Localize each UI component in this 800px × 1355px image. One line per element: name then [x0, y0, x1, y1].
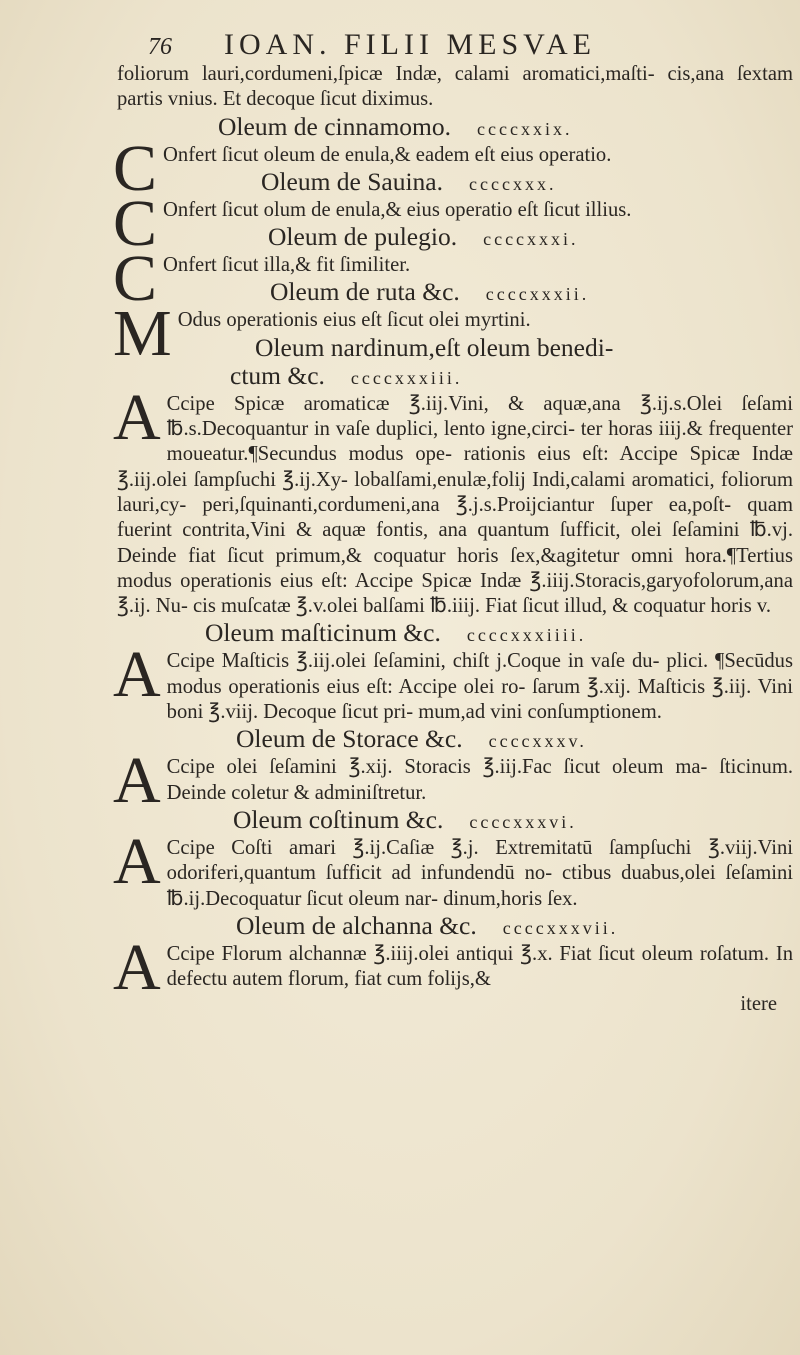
section-number: ccccxxxv. — [488, 731, 587, 752]
section-paragraph — [113, 744, 793, 818]
section-title: Oleum de ruta &c. — [270, 277, 460, 307]
section-text: Odus operationis eius eſt ſicut olei myrtini. — [177, 309, 531, 332]
section-text: Ccipe Maſticis ℥.iij.olei ſeſamini, chiſt j.Coque in vaſe du‑ plici. ¶Secūdus modus operationis eius eſt: Accipe olei ro‑ ſarum ℥.xij. Maſticis ℥.iij. Vini boni ℥.viij. Decoque ſicut pri‑ mum,ad vini conſumptionem. — [166, 650, 793, 724]
section-heading — [117, 113, 793, 143]
drop-cap: M — [113, 297, 172, 371]
section-number: ccccxxxvii. — [502, 917, 619, 938]
section-heading — [117, 223, 793, 253]
section-heading — [117, 619, 793, 649]
section-title: Oleum coſtinum &c. — [233, 804, 444, 834]
section-text: Onfert ſicut olum de enula,& eius operatio eſt ſicut illius. — [163, 198, 632, 221]
folio-number: 76 — [148, 34, 172, 60]
section-title: Oleum nardinum,eſt oleum benedi‑ — [255, 332, 614, 362]
drop-cap: C — [113, 186, 158, 260]
section-heading — [117, 168, 793, 198]
drop-cap: A — [113, 824, 161, 898]
section-number: ccccxxxiiii. — [466, 625, 587, 646]
section-text: Onfert ſicut illa,& fit ſimiliter. — [163, 254, 411, 277]
section-title: Oleum de cinnamomo. — [218, 111, 451, 141]
section-number: ccccxxxvi. — [469, 811, 577, 832]
section-number: ccccxxx. — [469, 173, 557, 194]
section-title: Oleum de alchanna &c. — [236, 910, 477, 940]
section-paragraph — [113, 380, 793, 620]
section-text: Onfert ſicut oleum de enula,& eadem eſt eius operatio. — [163, 143, 612, 166]
section-title: Oleum de Storace &c. — [236, 724, 463, 754]
section-paragraph — [113, 638, 793, 725]
section-number: ccccxxxiii. — [350, 367, 463, 388]
section-text: Ccipe Florum alchannæ ℥.iiij.olei antiqui ℥.x. Fiat ſicut oleum roſatum. In defectu autem florum, fiat cum folijs,& — [166, 942, 793, 991]
page-header — [148, 28, 748, 62]
section-text: Ccipe Coſti amari ℥.ij.Caſiæ ℥.j. Extremitatū ſampſuchi ℥.viij.Vini odoriferi,quantum ſufficit ad infundendū no‑ ctibus duabus,olei ſeſamini ℔.ij.Decoquatur ſicut oleum nar‑ dinum,horis ſex. — [166, 836, 793, 910]
section-heading — [117, 334, 793, 362]
section-heading-continued — [117, 362, 793, 392]
drop-cap: A — [113, 930, 161, 1004]
section-title: Oleum de pulegio. — [268, 222, 458, 252]
section-number: ccccxxxi. — [483, 229, 579, 250]
drop-cap: A — [113, 380, 161, 454]
running-title: IOAN. FILII MESVAE — [224, 28, 596, 61]
drop-cap: C — [113, 131, 158, 205]
drop-cap: A — [113, 744, 161, 818]
intro-paragraph: foliorum lauri,cordumeni,ſpicæ Indæ, calami aromatici,maſti‑ cis,ana ſextam partis vnius. Et decoque ſicut diximus. — [117, 63, 793, 111]
section-number: ccccxxxii. — [485, 284, 590, 305]
section-heading — [117, 806, 793, 836]
drop-cap: C — [113, 242, 158, 316]
section-heading — [117, 725, 793, 755]
section-heading — [117, 278, 793, 308]
text-block — [113, 62, 793, 1018]
drop-cap: A — [113, 638, 161, 712]
section-number: ccccxxix. — [477, 118, 573, 139]
section-text: Ccipe Spicæ aromaticæ ℥.iij.Vini, & aquæ,ana ℥.ij.s.Olei ſeſami ℔.s.Decoquantur in vaſe duplici, lento igne,circi‑ ter horas iiij.& frequenter moueatur.¶Secundus modus ope‑ rationis eius eſt: Accipe Spicæ Indæ ℥.iij.olei ſampſuchi ℥.ij.Xy‑ lobalſami,enulæ,folij Indi,calami aromatici, foliorum lauri,cy‑ peri,ſquinanti,cordumeni,ana ℥.j.s.Proijciantur ſuper ea,poſt‑ quam fuerint contrita,Vini & aquæ fontis, ana quantum ſufficit, olei ſeſamini ℔.vj. Deinde fiat ſicut primum,& coquatur horis ſex,&agitetur omni hora.¶Tertius modus operationis eius eſt: Accipe Spicæ Indæ ℥.iiij.Storacis,garyofolorum,ana ℥.ij. Nu‑ cis muſcatæ ℥.v.olei balſami ℔.iiij. Fiat ſicut illud, & coquatur horis v. — [117, 392, 793, 618]
section-paragraph — [113, 824, 793, 912]
section-paragraph — [113, 930, 793, 1004]
section-heading — [117, 912, 793, 942]
section-title-continued: ctum &c. — [230, 360, 325, 390]
section-title: Oleum de Sauina. — [261, 166, 443, 196]
section-text: Ccipe olei ſeſamini ℥.xij. Storacis ℥.iij.Fac ſicut oleum ma‑ ſticinum. Deinde coletur & adminiſtretur. — [166, 756, 793, 804]
section-title: Oleum maſticinum &c. — [205, 618, 441, 648]
catchword: itere — [740, 993, 777, 1016]
